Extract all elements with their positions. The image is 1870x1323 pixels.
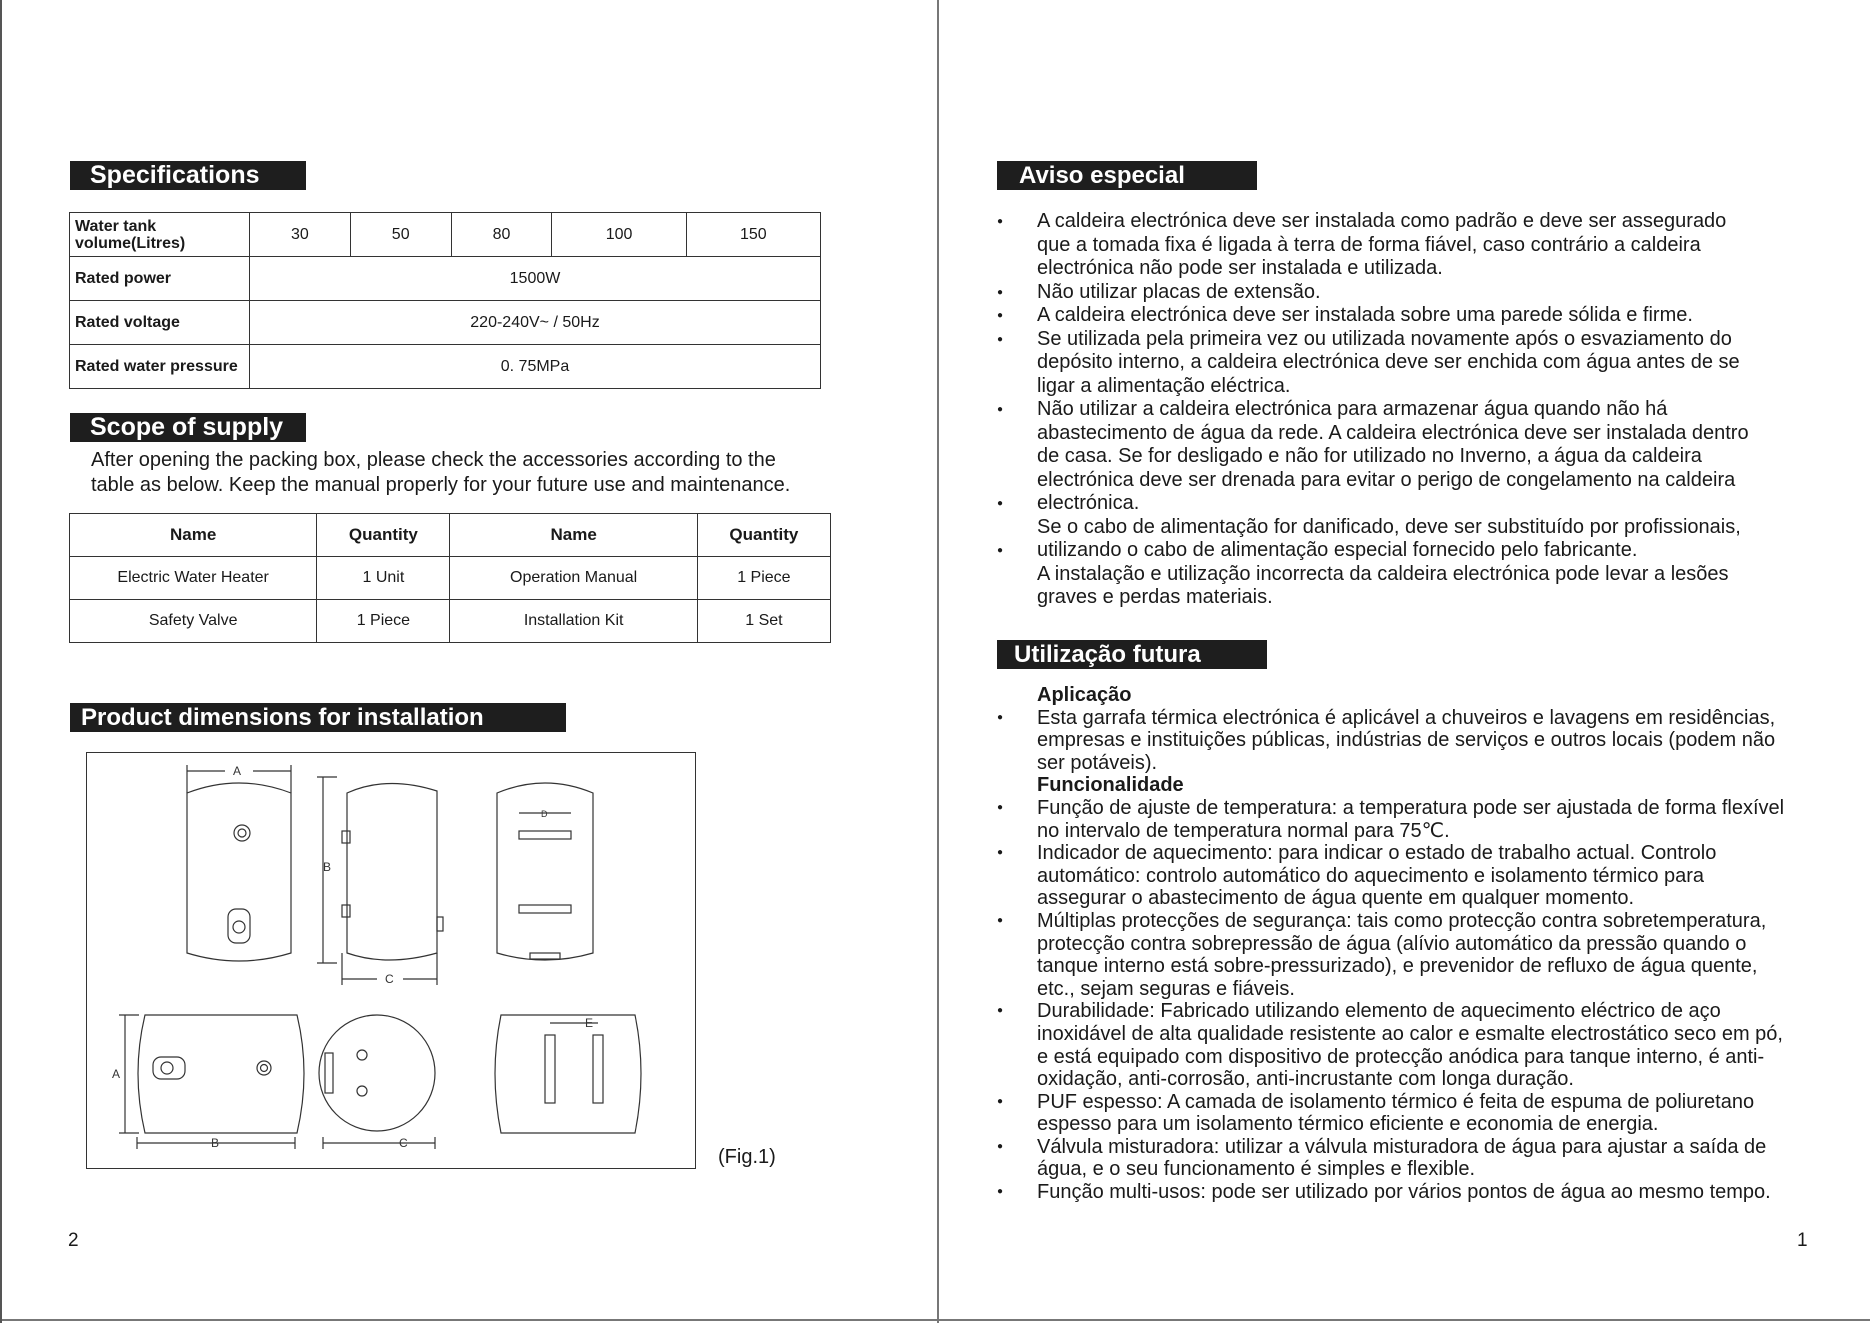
table-row: [70, 514, 831, 557]
supply-cell: Installation Kit: [450, 600, 697, 643]
list-item: etc., sejam seguras e fiáveis.: [1037, 977, 1295, 1000]
spec-power-value: 1500W: [250, 257, 821, 301]
supply-table: [69, 513, 831, 643]
list-item: água, e o seu funcionamento é simples e flexible.: [1037, 1158, 1476, 1181]
list-item: oxidação, anti-corrosão, anti-incrustante com longa duração.: [1037, 1068, 1574, 1091]
list-item: graves e perdas materiais.: [1037, 586, 1273, 608]
scope-of-supply-heading: Scope of supply: [70, 413, 306, 442]
scope-intro-text: [91, 448, 891, 498]
list-item: automático: controlo automático do aquecimento e isolamento térmico para: [1037, 864, 1705, 887]
dim-label-d: D: [541, 809, 548, 819]
horizontal-front-view: [119, 1015, 304, 1149]
spec-volume-150: 150: [686, 213, 820, 257]
list-item: ● electrónica.: [1037, 492, 1837, 516]
scope-intro-line: table as below. Keep the manual properly for your future use and maintenance.: [91, 474, 791, 496]
horizontal-side-view: [319, 1015, 435, 1149]
list-item: ● Múltiplas protecções de segurança: tais como protecção contra sobretemperatura,: [1037, 910, 1837, 933]
spec-volume-80: 80: [451, 213, 552, 257]
list-item: ligar a alimentação eléctrica.: [1037, 374, 1291, 397]
list-item: ● Não utilizar a caldeira electrónica para armazenar água quando não há: [1037, 398, 1837, 422]
supply-header-quantity: Quantity: [697, 514, 830, 557]
dim-label-a: A: [112, 1067, 121, 1081]
list-item: electrónica deve ser drenada para evitar o perigo de congelamento na caldeira: [1037, 468, 1736, 491]
list-item: que a tomada fixa é ligada à terra de forma fiável, caso contrário a caldeira: [1037, 233, 1701, 256]
table-row: [70, 345, 821, 389]
page-bottom-rule: [939, 1319, 1870, 1321]
table-row: [70, 213, 821, 257]
horizontal-back-view: [495, 1015, 641, 1133]
list-item: inoxidável de alta qualidade resistente ao calor e esmalte electrostático seco em pó,: [1037, 1022, 1783, 1045]
supply-cell: 1 Piece: [697, 557, 830, 600]
dim-label-b: B: [323, 860, 332, 874]
list-item: ● Não utilizar placas de extensão.: [1037, 281, 1837, 305]
list-item: ● A caldeira electrónica deve ser instalada como padrão e deve ser assegurado: [1037, 210, 1837, 234]
list-item: e está equipado com dispositivo de protecção anódica para tanque interno, é anti-: [1037, 1045, 1765, 1068]
list-item: de casa. Se for desligado e não for utilizado no Inverno, a água da caldeira: [1037, 445, 1702, 467]
list-item: assegurar o abastecimento de água quente em qualquer momento.: [1037, 887, 1635, 910]
list-item: ● Se utilizada pela primeira vez ou utilizada novamente após o esvaziamento do: [1037, 328, 1837, 352]
list-item: depósito interno, a caldeira electrónica deve ser enchida com água antes de se: [1037, 351, 1740, 373]
spec-label-power: Rated power: [70, 257, 250, 301]
list-item: ● utilizando o cabo de alimentação especial fornecido pelo fabricante.: [1037, 539, 1837, 563]
list-item: ● Durabilidade: Fabricado utilizando elemento de aquecimento eléctrico de aço: [1037, 1000, 1837, 1023]
supply-cell: Operation Manual: [450, 557, 697, 600]
vertical-side-view: [317, 777, 443, 985]
supply-cell: 1 Piece: [317, 600, 450, 643]
dim-label-b: B: [211, 1136, 220, 1150]
table-row: [70, 257, 821, 301]
dimensions-figure: [86, 752, 696, 1169]
list-item: empresas e instituições públicas, indústrias de serviços e outros locais (podem não: [1037, 729, 1776, 752]
scope-intro-line: After opening the packing box, please check the accessories according to the: [91, 449, 776, 471]
spec-volume-100: 100: [552, 213, 686, 257]
list-item: ● Função de ajuste de temperatura: a temperatura pode ser ajustada de forma flexível: [1037, 797, 1837, 820]
aviso-heading: Aviso especial: [997, 161, 1257, 190]
list-item: ● Esta garrafa térmica electrónica é aplicável a chuveiros e lavagens em residências,: [1037, 707, 1837, 730]
list-item: ser potáveis).: [1037, 751, 1158, 774]
list-item: ● Indicador de aquecimento: para indicar o estado de trabalho actual. Controlo: [1037, 842, 1837, 865]
vertical-front-view: [187, 765, 291, 961]
page-bottom-rule: [2, 1319, 937, 1321]
supply-cell: 1 Set: [697, 600, 830, 643]
spec-label-volume: Water tank volume(Litres): [70, 213, 250, 257]
specifications-heading: Specifications: [70, 161, 306, 190]
figure-caption: (Fig.1): [718, 1146, 776, 1168]
page-number: 1: [1797, 1230, 1808, 1251]
supply-cell: 1 Unit: [317, 557, 450, 600]
dim-label-c: C: [385, 972, 394, 986]
list-item: electrónica não pode ser instalada e utilizada.: [1037, 257, 1443, 279]
spec-label-voltage: Rated voltage: [70, 301, 250, 345]
supply-header-name: Name: [450, 514, 697, 557]
specifications-table: [69, 212, 821, 389]
spec-pressure-value: 0. 75MPa: [250, 345, 821, 389]
list-item: ● A caldeira electrónica deve ser instalada sobre uma parede sólida e firme.: [1037, 304, 1837, 328]
table-row: [70, 600, 831, 643]
dimension-letters: [112, 764, 593, 1150]
supply-header-quantity: Quantity: [317, 514, 450, 557]
table-row: [70, 301, 821, 345]
supply-header-name: Name: [70, 514, 317, 557]
dim-label-c: C: [399, 1136, 408, 1150]
supply-cell: Electric Water Heater: [70, 557, 317, 600]
spec-volume-30: 30: [250, 213, 351, 257]
list-item: espesso para um isolamento térmico eficiente e economia de energia.: [1037, 1113, 1659, 1136]
utilizacao-heading: Utilização futura: [997, 640, 1267, 669]
right-page: [937, 0, 1870, 1323]
spec-voltage-value: 220-240V~ / 50Hz: [250, 301, 821, 345]
list-item: no intervalo de temperatura normal para 75℃.: [1037, 819, 1450, 842]
page-number: 2: [68, 1230, 79, 1251]
dimensions-heading: Product dimensions for installation: [70, 703, 566, 732]
list-item: abastecimento de água da rede. A caldeira electrónica deve ser instalada dentro: [1037, 421, 1749, 444]
utilizacao-list: [1037, 684, 1837, 1204]
subheading: Funcionalidade: [1037, 774, 1184, 797]
dim-label-a: A: [233, 764, 242, 778]
dim-label-e: E: [585, 1016, 594, 1030]
list-item: ● PUF espesso: A camada de isolamento térmico é feita de espuma de poliuretano: [1037, 1091, 1837, 1114]
table-row: [70, 557, 831, 600]
spec-label-pressure: Rated water pressure: [70, 345, 250, 389]
list-item: protecção contra sobrepressão de água (alívio automático da pressão quando o: [1037, 932, 1747, 955]
supply-cell: Safety Valve: [70, 600, 317, 643]
aviso-list: [1037, 210, 1837, 610]
spec-volume-50: 50: [350, 213, 451, 257]
list-item: ● Válvula misturadora: utilizar a válvula misturadora de água para ajustar a saída de: [1037, 1136, 1837, 1159]
list-item: ● Função multi-usos: pode ser utilizado por vários pontos de água ao mesmo tempo.: [1037, 1181, 1837, 1204]
dimensions-drawing: [87, 753, 695, 1168]
list-item: Se o cabo de alimentação for danificado, deve ser substituído por profissionais,: [1037, 515, 1741, 538]
list-item: tanque interno está sobre-pressurizado), e prevenidor de refluxo de água quente,: [1037, 955, 1758, 978]
list-item: A instalação e utilização incorrecta da caldeira electrónica pode levar a lesões: [1037, 562, 1729, 585]
subheading: Aplicação: [1037, 684, 1132, 706]
